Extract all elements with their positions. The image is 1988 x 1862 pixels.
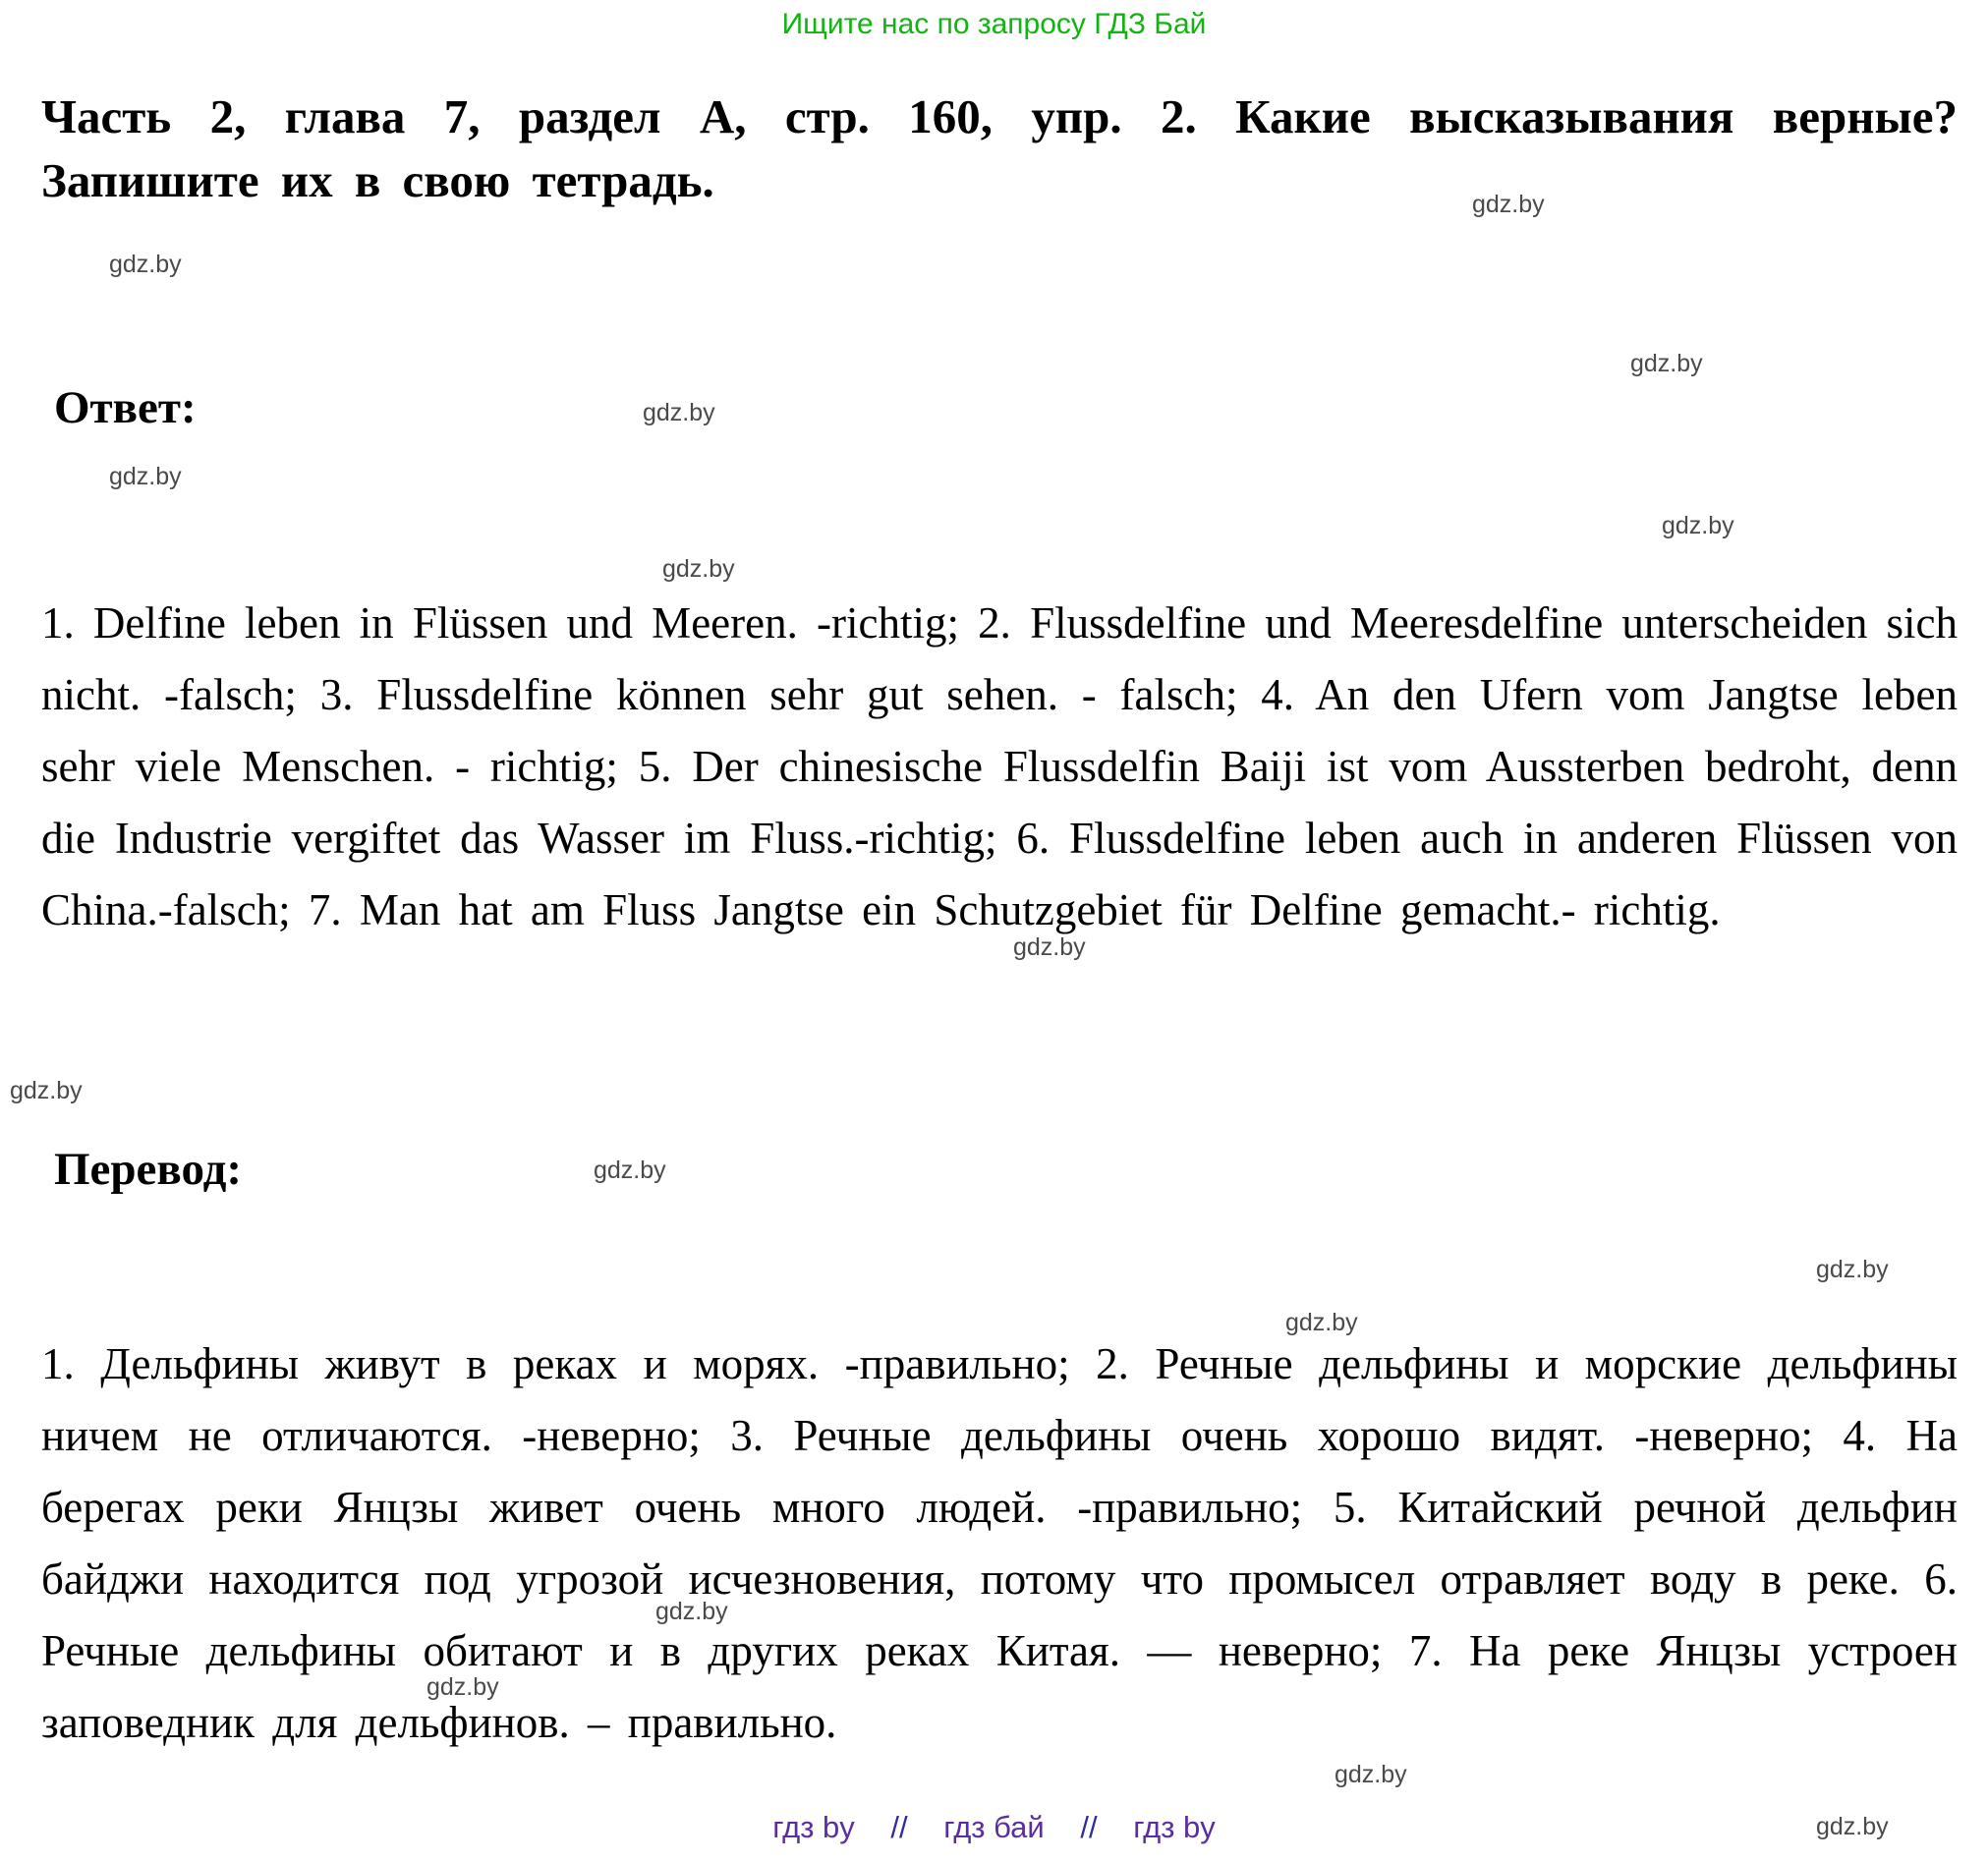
translation-text-russian: 1. Дельфины живут в реках и морях. -правильно; 2. Речные дельфины и морские дельфины ничем не отличаются. -неверно; 3. Речные дельфины очень хорошо видят. -неверно; 4. На берегах реки Янцзы живет очень много людей. -правильно; 5. Китайский речной дельфин байджи находится под угрозой исчезновения, потому что промысел отравляет воду в реке. 6. Речные дельфины обитают и в других реках Китая. — неверно; 7. На реке Янцзы устроен заповедник для дельфинов. – правильно. [41, 1339, 1958, 1747]
watermark-gdzby: gdz.by [1816, 1256, 1889, 1283]
watermark-gdzby: gdz.by [662, 555, 735, 583]
answer-text-german: 1. Delfine leben in Flüssen und Meeren. -richtig; 2. Flussdelfine und Meeresdelfine unterscheiden sich nicht. -falsch; 3. Flussdelfine können sehr gut sehen. - falsch; 4. An den Ufern vom Jangtse leben sehr viele Menschen. - richtig; 5. Der chinesische Flussdelfin Baiji ist vom Aussterben bedroht, denn die Industrie vergiftet das Wasser im Fluss.-richtig; 6. Flussdelfine leben auch in anderen Flüssen von China.-falsch; 7. Man hat am Fluss Jangtse ein Schutzgebiet für Delfine gemacht.- richtig. [41, 598, 1958, 934]
watermark-gdzby: gdz.by [10, 1077, 83, 1104]
watermark-gdzby: gdz.by [1816, 1813, 1889, 1840]
watermark-gdzby: gdz.by [1335, 1761, 1407, 1788]
watermark-gdzby: gdz.by [1472, 191, 1545, 218]
watermark-gdzby: gdz.by [1662, 512, 1734, 539]
translation-section-label: Перевод: [54, 1144, 243, 1195]
footer-link-gdz-by-2[interactable]: гдз by [1133, 1810, 1216, 1844]
footer-site-links [0, 1810, 1988, 1845]
watermark-gdzby: gdz.by [1013, 933, 1086, 961]
promo-banner-text: Ищите нас по запросу ГДЗ Бай [781, 8, 1207, 40]
watermark-gdzby: gdz.by [594, 1157, 666, 1184]
footer-separator-1: // [890, 1810, 908, 1844]
watermark-gdzby: gdz.by [1630, 350, 1703, 377]
watermark-gdzby: gdz.by [109, 463, 182, 490]
watermark-gdzby: gdz.by [426, 1673, 499, 1701]
answer-section-label: Ответ: [54, 382, 197, 433]
watermark-gdzby: gdz.by [655, 1598, 728, 1625]
exercise-title: Часть 2, глава 7, раздел А, стр. 160, упр. 2. Какие высказывания верные? Запишите их в свою тетрадь. [41, 89, 1958, 208]
footer-link-gdz-by-1[interactable]: гдз by [772, 1810, 855, 1844]
watermark-gdzby: gdz.by [109, 251, 182, 278]
watermark-gdzby: gdz.by [1285, 1309, 1358, 1336]
watermark-gdzby: gdz.by [643, 399, 715, 426]
footer-separator-2: // [1080, 1810, 1098, 1844]
footer-link-gdz-bai[interactable]: гдз бай [943, 1810, 1045, 1844]
